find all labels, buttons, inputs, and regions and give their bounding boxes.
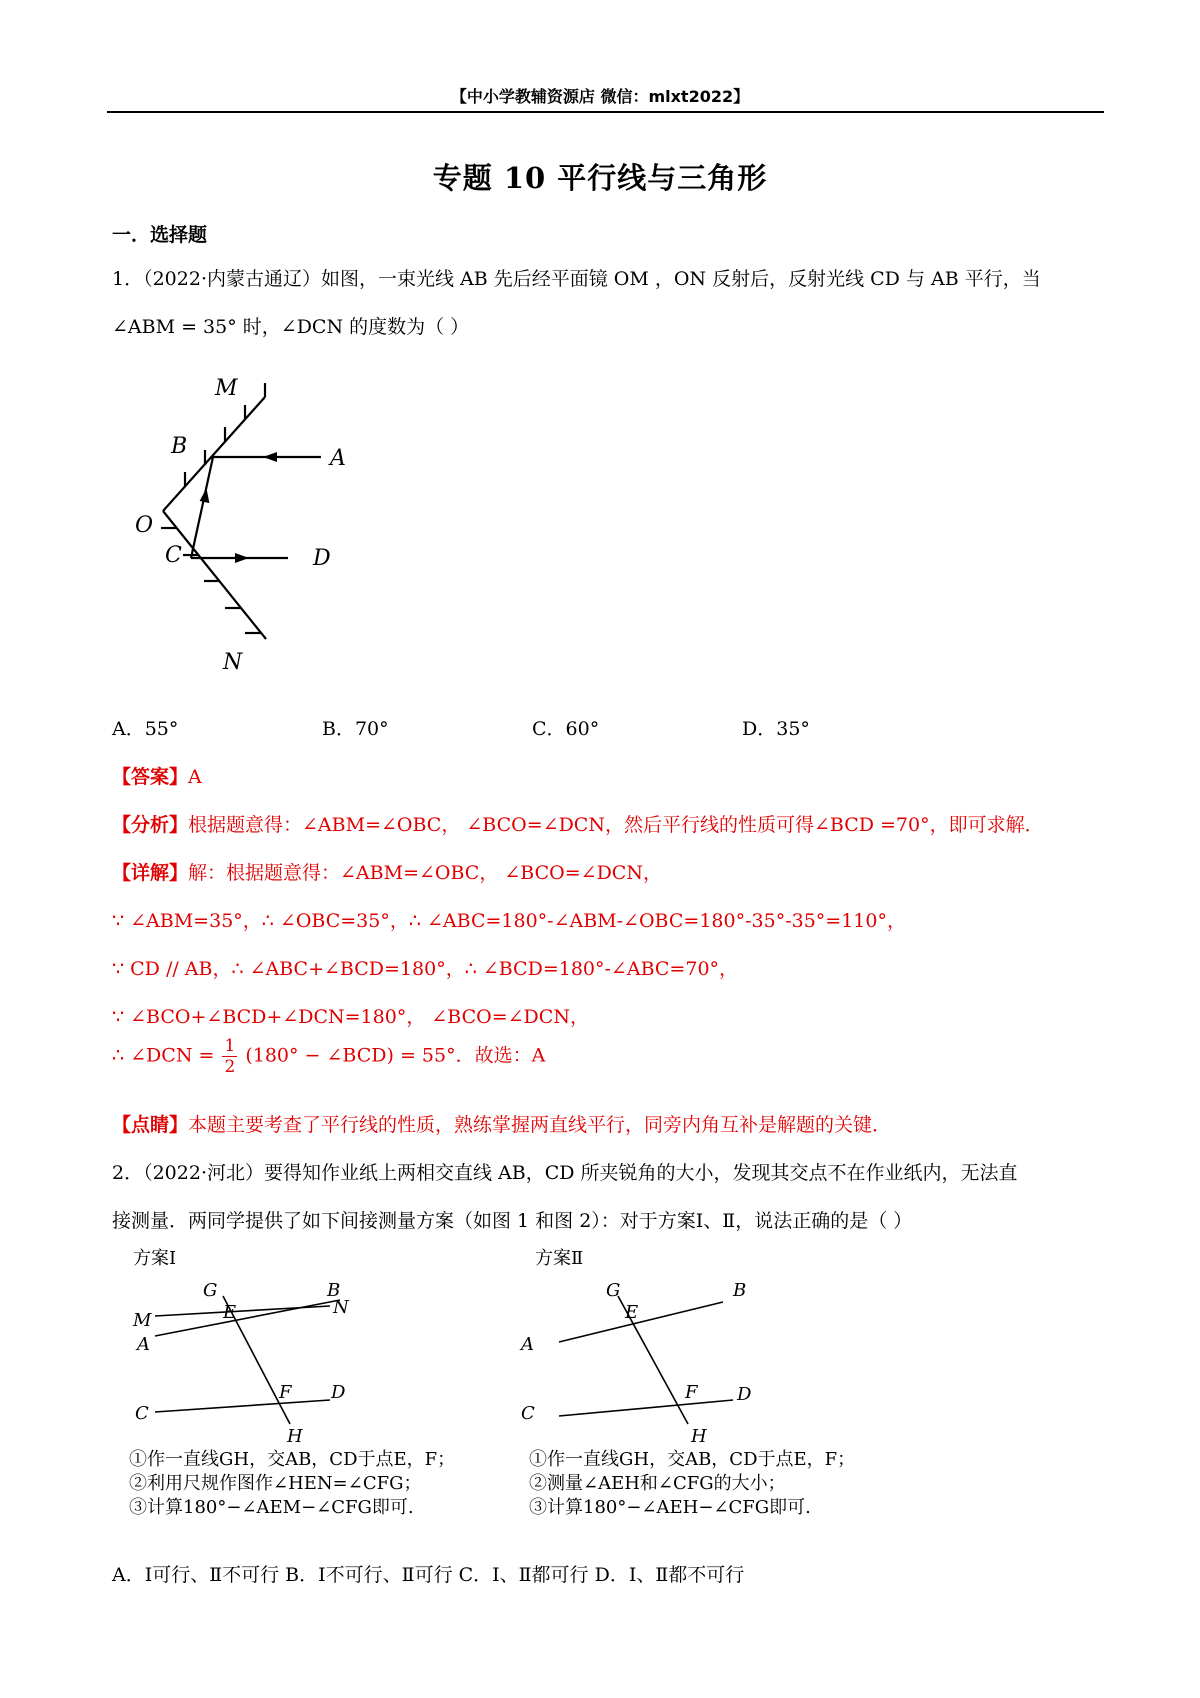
plan2-label-c: C: [521, 1403, 535, 1424]
q1-option-c: C．60°: [532, 718, 600, 740]
section-heading: 一．选择题: [112, 224, 208, 246]
plan1-step-1: ①作一直线GH，交AB，CD于点E，F；: [129, 1449, 456, 1470]
q1-label-d: D: [313, 546, 331, 571]
plan1-label-m: M: [133, 1310, 152, 1331]
plan1-label-d: D: [331, 1382, 346, 1403]
page-header: 【中小学教辅资源店 微信：mlxt2022】: [450, 87, 750, 106]
plan2-label-h: H: [691, 1426, 707, 1447]
q1-label-n: N: [223, 650, 243, 675]
document-title: 专题 10 平行线与三角形: [432, 161, 768, 195]
plan1-label-g: G: [203, 1280, 218, 1301]
q1-option-a: A．55°: [112, 718, 179, 740]
plan2-label-g: G: [606, 1280, 621, 1301]
q1-comment: [112, 1110, 891, 1137]
q1-label-a: A: [330, 446, 346, 471]
q2-text-line1: 2．（2022·河北）要得知作业纸上两相交直线 AB，CD 所夹锐角的大小，发现其交点不在作业纸内，无法直: [112, 1162, 1018, 1184]
detail-5-pre: ∴ ∠DCN =: [112, 1044, 215, 1067]
q2-plan1-figure: [125, 1238, 515, 1518]
q1-label-o: O: [135, 513, 154, 538]
plan2-label-f: F: [685, 1382, 698, 1403]
q1-detail-3: ∵ CD // AB，∴ ∠ABC+∠BCD=180°，∴ ∠BCD=180°-∠ABC=70°，: [112, 958, 739, 980]
q1-label-m: M: [215, 376, 238, 401]
fraction-one-half: $\frac{1}{2}$: [224, 1036, 236, 1077]
q1-detail-2: ∵ ∠ABM=35°，∴ ∠OBC=35°，∴ ∠ABC=180°-∠ABM-∠OBC=180°-35°-35°=110°，: [112, 910, 906, 932]
q1-text-line1: 1．（2022·内蒙古通辽）如图，一束光线 AB 先后经平面镜 OM ，ON 反射后，反射光线 CD 与 AB 平行，当: [112, 268, 1041, 290]
q1-answer: [112, 762, 202, 789]
q1-detail-4: ∵ ∠BCO+∠BCD+∠DCN=180°， ∠BCO=∠DCN，: [112, 1006, 589, 1028]
answer-tag: 【答案】: [112, 766, 189, 788]
plan1-label-b: B: [327, 1280, 341, 1301]
plan2-step-2: ②测量∠AEH和∠CFG的大小；: [529, 1473, 786, 1494]
q1-detail-5: [112, 1036, 545, 1077]
analysis-tag: 【分析】: [112, 814, 189, 836]
q2-text-line2: 接测量．两同学提供了如下间接测量方案（如图 1 和图 2）：对于方案Ⅰ、Ⅱ，说法正确的是（ ）: [112, 1210, 913, 1232]
comment-text: 本题主要考查了平行线的性质，熟练掌握两直线平行，同旁内角互补是解题的关键．: [188, 1114, 892, 1136]
q2-plan2-figure: [521, 1238, 913, 1518]
plan2-title: 方案Ⅱ: [535, 1248, 584, 1269]
plan2-label-d: D: [737, 1384, 752, 1405]
plan2-label-e: E: [625, 1302, 639, 1323]
plan1-title: 方案Ⅰ: [133, 1248, 177, 1269]
q1-option-d: D．35°: [742, 718, 810, 740]
q1-detail-1: [112, 858, 662, 885]
q2-options: A．Ⅰ可行、Ⅱ不可行 B．Ⅰ不可行、Ⅱ可行 C．Ⅰ、Ⅱ都可行 D．Ⅰ、Ⅱ都不可行: [112, 1564, 745, 1586]
detail-text-1: 解：根据题意得：∠ABM=∠OBC， ∠BCO=∠DCN，: [188, 862, 662, 884]
q1-analysis: [112, 810, 1044, 837]
q1-label-c: C: [165, 543, 182, 568]
plan2-step-1: ①作一直线GH，交AB，CD于点E，F；: [529, 1449, 856, 1470]
answer-value: A: [188, 766, 202, 788]
plan1-label-n: N: [333, 1297, 349, 1318]
comment-tag: 【点睛】: [112, 1114, 189, 1136]
plan1-label-a: A: [137, 1334, 150, 1355]
plan1-label-h: H: [287, 1426, 303, 1447]
plan1-label-f: F: [279, 1382, 292, 1403]
q1-label-b: B: [171, 434, 188, 459]
plan2-step-3: ③计算180°−∠AEH−∠CFG即可.: [529, 1497, 811, 1518]
plan1-label-c: C: [135, 1403, 149, 1424]
detail-5-post: (180° − ∠BCD) = 55°．故选：A: [245, 1044, 546, 1067]
q1-figure: [125, 365, 375, 680]
plan1-step-2: ②利用尺规作图作∠HEN=∠CFG；: [129, 1473, 422, 1494]
plan1-label-e: E: [223, 1302, 237, 1323]
plan2-label-a: A: [521, 1334, 534, 1355]
plan2-label-b: B: [733, 1280, 747, 1301]
q1-option-b: B．70°: [322, 718, 389, 740]
header-rule: [107, 111, 1104, 113]
analysis-text: 根据题意得：∠ABM=∠OBC， ∠BCO=∠DCN，然后平行线的性质可得∠BCD =70°，即可求解．: [188, 814, 1044, 836]
plan1-step-3: ③计算180°−∠AEM−∠CFG即可.: [129, 1497, 414, 1518]
q1-text-line2: ∠ABM = 35° 时，∠DCN 的度数为（ ）: [112, 316, 470, 338]
detail-tag: 【详解】: [112, 862, 189, 884]
